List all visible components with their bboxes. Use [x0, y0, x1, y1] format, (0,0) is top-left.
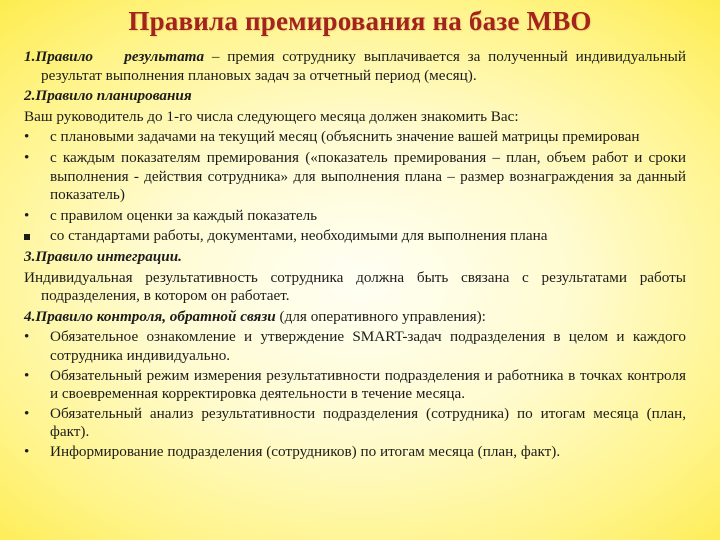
- rule-4-item: [24, 328, 686, 365]
- rule-2-item-text: со стандартами работы, документами, необходимыми для выполнения плана: [50, 227, 548, 245]
- rule-4-item: [24, 405, 686, 442]
- rule-2-item: [24, 149, 686, 205]
- bullet-icon: •: [24, 366, 30, 384]
- rule-4-item-text: Обязательный анализ результативности подразделения (сотрудника) по итогам месяца (план, факт).: [50, 404, 686, 441]
- rule-2-item-text: с плановыми задачами на текущий месяц (объяснить значение вашей матрицы премирован: [50, 128, 640, 146]
- bullet-icon: •: [24, 128, 30, 146]
- rule-4-item-text: Обязательное ознакомление и утверждение SMART-задач подразделения в целом и каждого сотрудника индивидуально.: [50, 328, 686, 364]
- rule-4-item: [24, 367, 686, 404]
- rule-4-item-text: Информирование подразделения (сотрудников) по итогам месяца (план, факт).: [50, 442, 561, 460]
- rule-1-text: – премия сотруднику выплачивается за полученный индивидуальный результат выполнения плановых задач за отчетный период (месяц).: [41, 48, 686, 84]
- rule-2-item: [24, 128, 686, 147]
- rule-4-suffix: (для оперативного управления):: [275, 307, 486, 325]
- rule-4-heading-line: [24, 308, 686, 327]
- square-bullet-icon: [24, 227, 38, 246]
- bullet-icon: •: [24, 206, 30, 224]
- rule-4-heading: 4.Правило контроля, обратной связи: [24, 307, 276, 325]
- bullet-icon: •: [24, 404, 30, 422]
- rule-1-number: 1.Правило: [24, 48, 94, 65]
- rule-2-intro: Ваш руководитель до 1-го числа следующего месяца должен знакомить Вас:: [24, 107, 519, 125]
- bullet-icon: •: [24, 328, 30, 346]
- bullet-icon: •: [24, 148, 30, 166]
- rule-2-item: [24, 207, 686, 226]
- rule-3-heading: 3.Правило интеграции.: [24, 247, 182, 265]
- slide-title: Правила премирования на базе MBO: [128, 6, 592, 36]
- bullet-icon: •: [24, 442, 30, 460]
- rule-2-heading: 2.Правило планирования: [24, 87, 192, 105]
- rule-1-paragraph: [24, 48, 686, 85]
- slide-body: [24, 48, 686, 462]
- rule-2-item-text: с каждым показателям премирования («показатель премирования – план, объем работ и сроки выполнения - действия сотрудника» для выполнения плана – размер вознаграждения за данный показатель): [50, 148, 686, 204]
- rule-3-text: Индивидуальная результативность сотрудника должна быть связана с результатами работы подразделения, в котором он работает.: [24, 268, 686, 305]
- rule-4-item: [24, 443, 686, 462]
- rule-2-item-text: с правилом оценки за каждый показатель: [50, 206, 318, 224]
- rule-1-name: результата: [124, 48, 205, 65]
- rule-4-item-text: Обязательный режим измерения результативности подразделения и работника в точках контроля и своевременная корректировка деятельности в течение месяца.: [50, 366, 686, 403]
- rule-2-item: [24, 227, 686, 246]
